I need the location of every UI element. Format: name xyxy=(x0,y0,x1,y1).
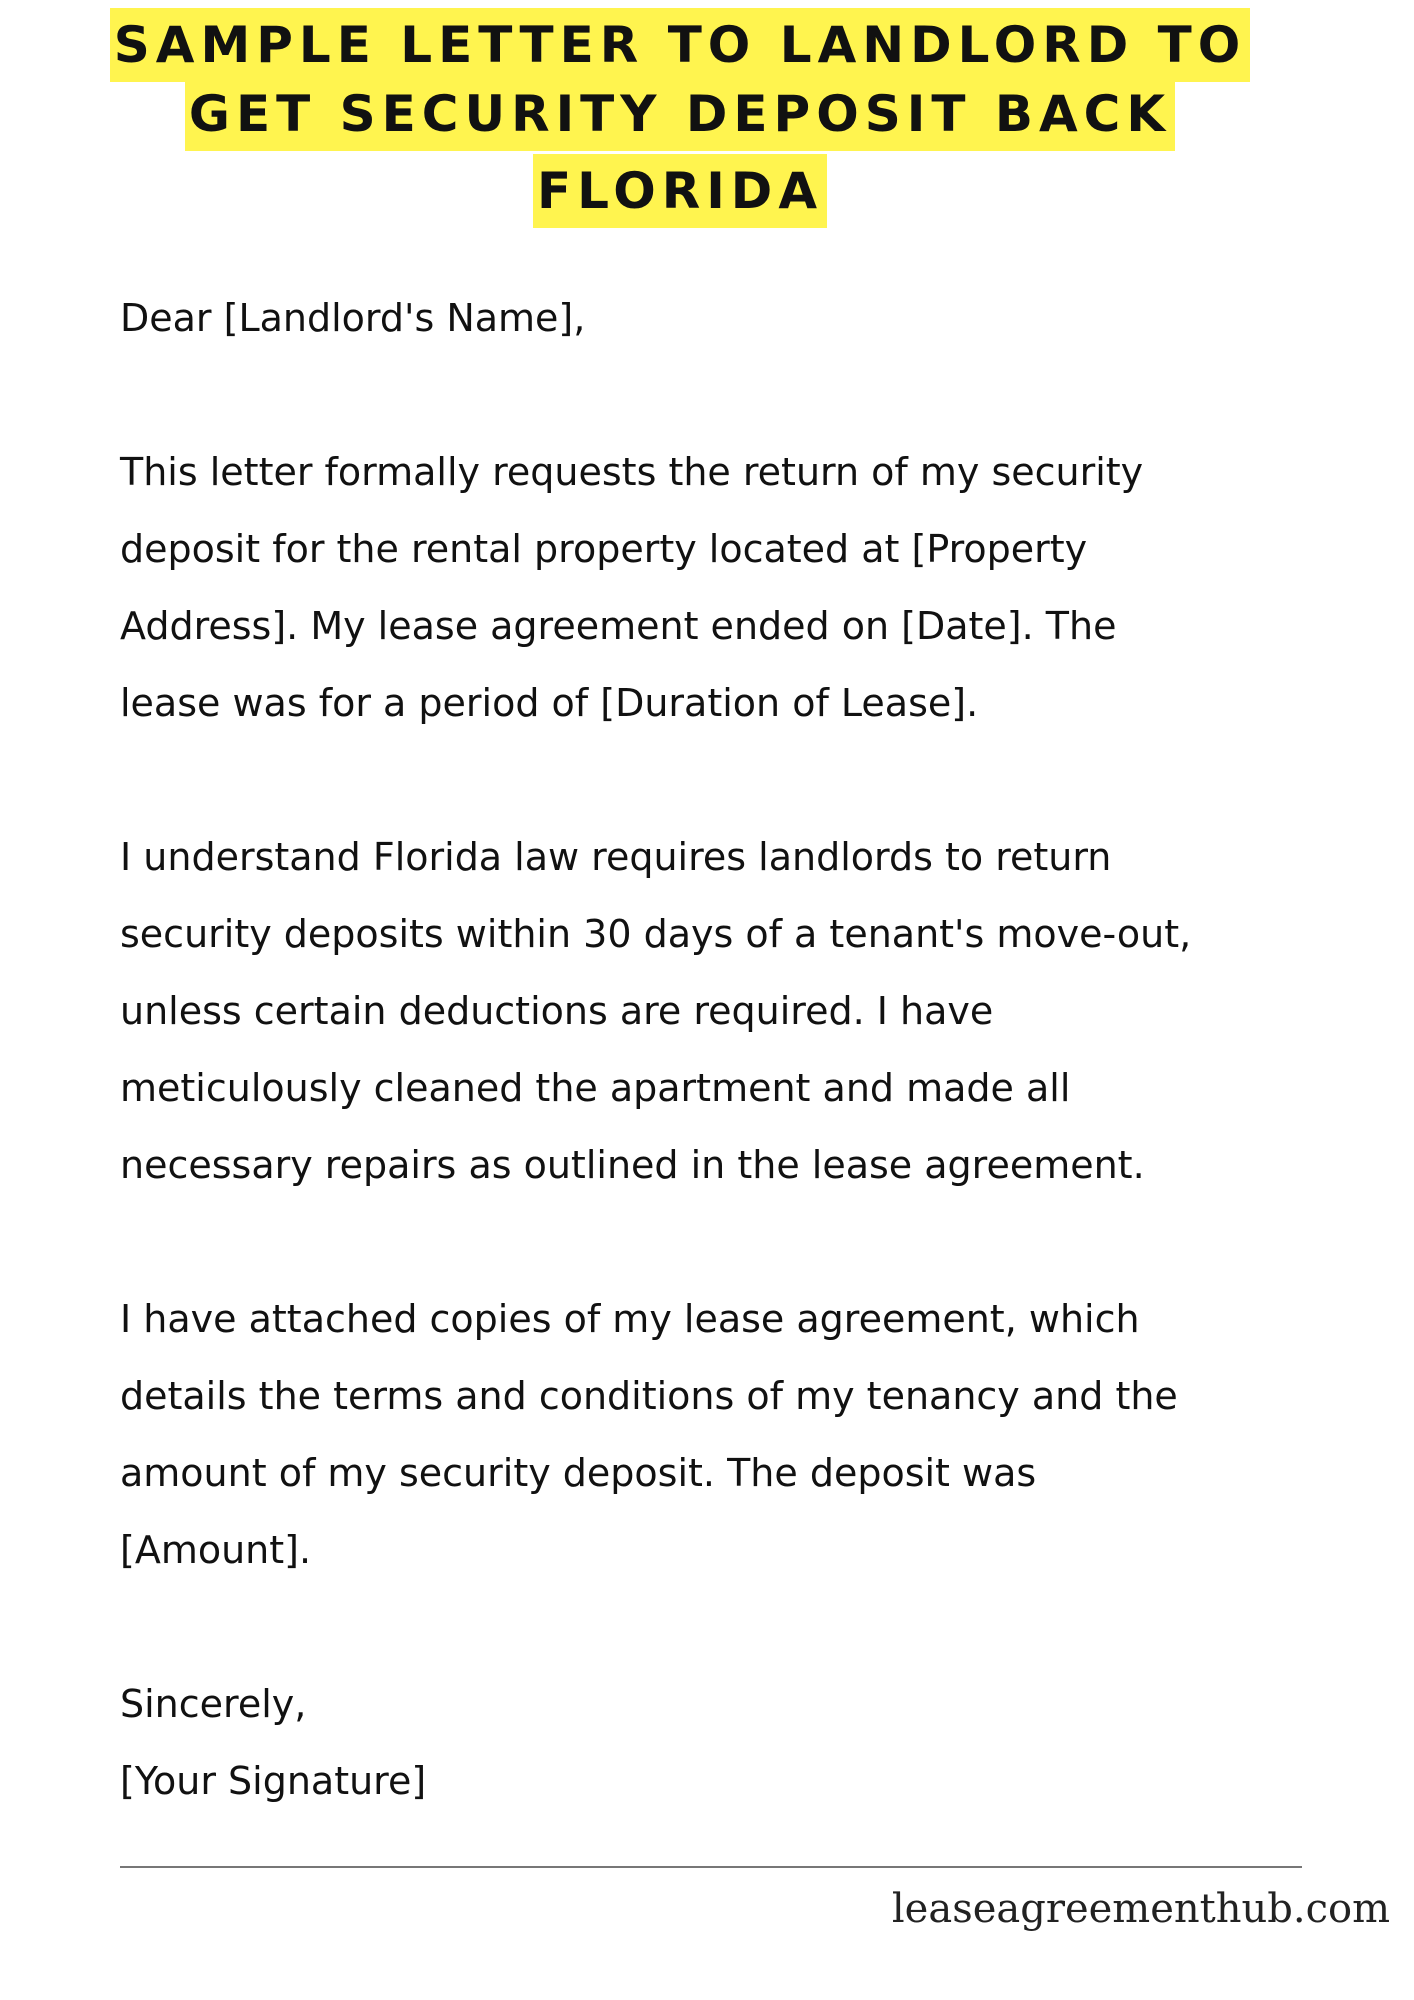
title-line-1: SAMPLE LETTER TO LANDLORD TO xyxy=(110,8,1251,82)
paragraph-line: amount of my security deposit. The deposit was xyxy=(120,1451,1037,1495)
paragraph-1 xyxy=(120,434,1340,742)
brand-watermark: leaseagreementhub.com xyxy=(891,1886,1390,1932)
title-line-3: FLORIDA xyxy=(533,154,827,228)
paragraph-3 xyxy=(120,1281,1340,1589)
paragraph-line: unless certain deductions are required. I have xyxy=(120,989,994,1033)
paragraph-line: necessary repairs as outlined in the lease agreement. xyxy=(120,1143,1145,1187)
footer-divider xyxy=(120,1866,1302,1868)
letter-body xyxy=(120,280,1340,1820)
paragraph-line: security deposits within 30 days of a tenant's move-out, xyxy=(120,912,1192,956)
paragraph-2 xyxy=(120,819,1340,1204)
paragraph-line: details the terms and conditions of my tenancy and the xyxy=(120,1374,1178,1418)
paragraph-line: lease was for a period of [Duration of Lease]. xyxy=(120,681,979,725)
salutation: Dear [Landlord's Name], xyxy=(120,296,586,340)
paragraph-line: This letter formally requests the return of my security xyxy=(120,450,1144,494)
paragraph-line: meticulously cleaned the apartment and made all xyxy=(120,1066,1071,1110)
paragraph-line: [Amount]. xyxy=(120,1528,312,1572)
paragraph-line: Address]. My lease agreement ended on [Date]. The xyxy=(120,604,1117,648)
title-line-2: GET SECURITY DEPOSIT BACK xyxy=(185,77,1175,151)
paragraph-line: deposit for the rental property located at [Property xyxy=(120,527,1088,571)
page-title xyxy=(0,0,1360,231)
signature: [Your Signature] xyxy=(120,1759,427,1803)
paragraph-line: I understand Florida law requires landlords to return xyxy=(120,835,1112,879)
paragraph-line: I have attached copies of my lease agreement, which xyxy=(120,1297,1140,1341)
closing: Sincerely, xyxy=(120,1682,307,1726)
